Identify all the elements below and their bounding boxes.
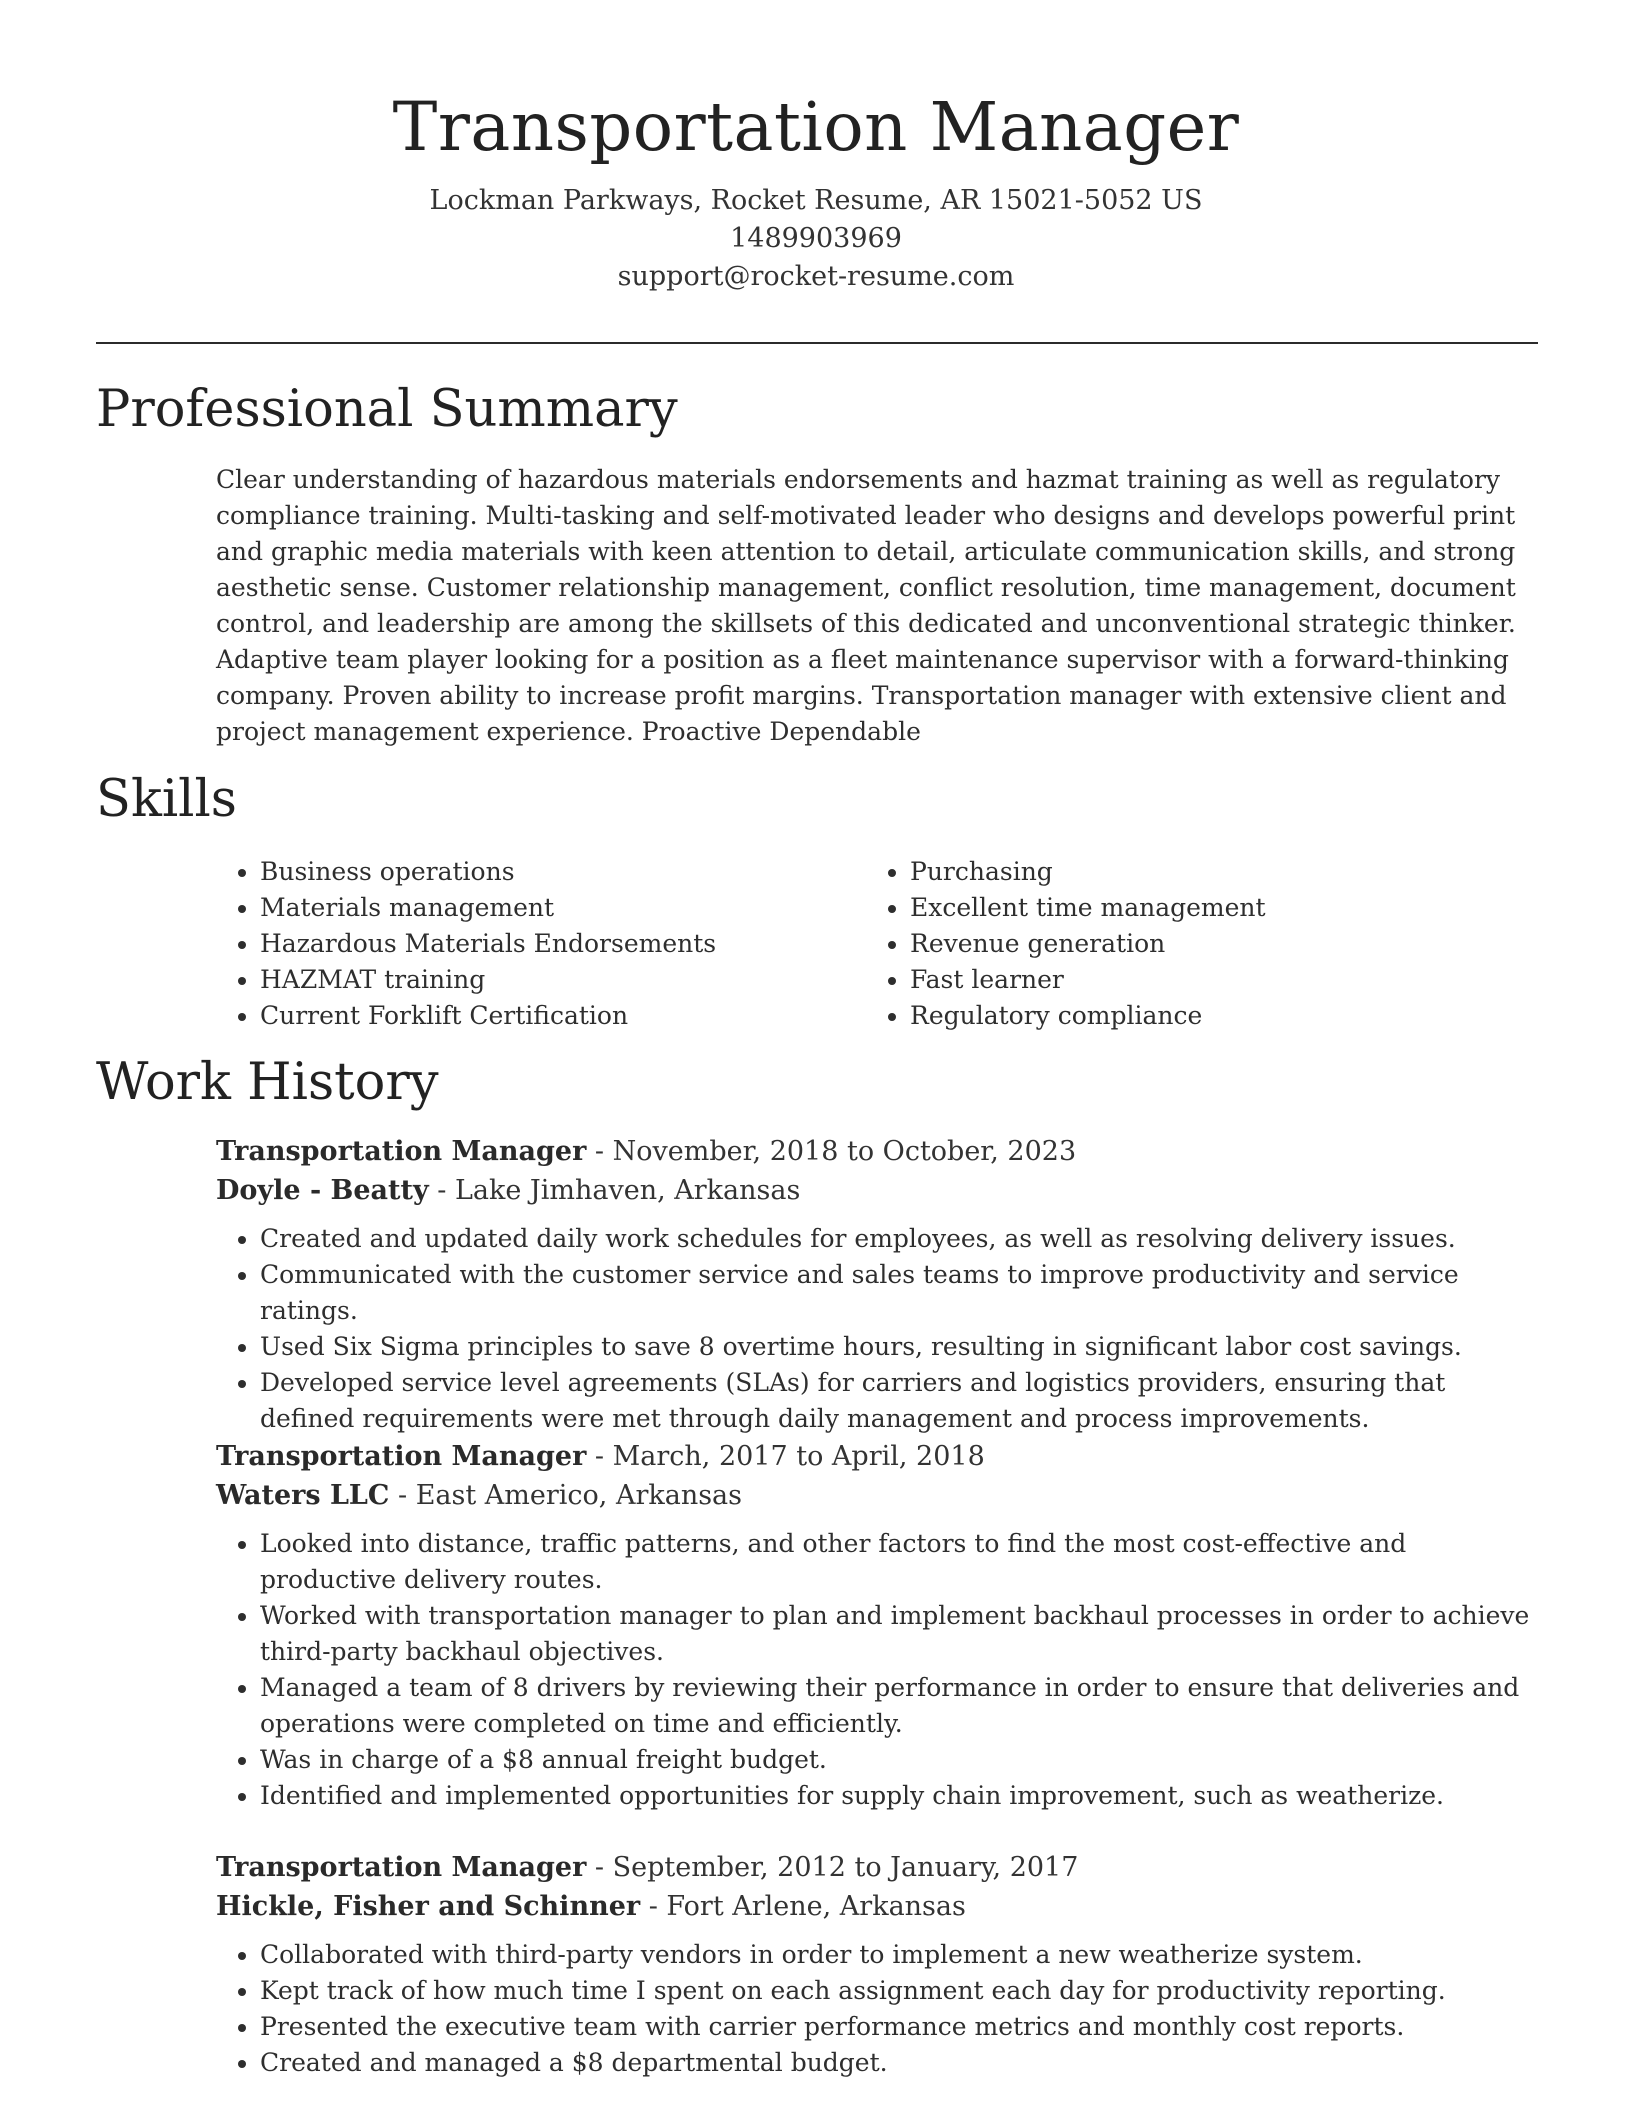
job-company: Waters LLC [216,1480,390,1511]
header-divider [96,342,1538,344]
job-company: Doyle - Beatty [216,1175,429,1206]
job-bullet: • Managed a team of 8 drivers by reviewing their performance in order to ensure that deliveries and operations were completed on time and efficiently. [260,1670,1546,1742]
job-bullet: • Created and managed a $8 departmental budget. [260,2045,1546,2081]
job-dates: - November, 2018 to October, 2023 [586,1136,1077,1167]
skills-column-left [216,854,816,1034]
skill-item: • Revenue generation [910,926,1506,962]
job-title: Transportation Manager [216,1852,587,1883]
job-bullet: • Was in charge of a $8 annual freight budget. [260,1742,1546,1778]
skill-item: • Materials management [260,890,816,926]
skill-item: • Purchasing [910,854,1506,890]
job-bullets [216,1937,1546,2081]
summary-text: Clear understanding of hazardous materials endorsements and hazmat training as well as regulatory compliance training. Multi-tasking and self-motivated leader who designs and develops powerful print and graphic media materials with keen attention to detail, articulate communication skills, and strong aesthetic sense. Customer relationship management, conflict resolution, time management, document control, and leadership are among the skillsets of this dedicated and unconventional strategic thinker. Adaptive team player looking for a position as a fleet maintenance supervisor with a forward-thinking company. Proven ability to increase profit margins. Transportation manager with extensive client and project management experience. Proactive Dependable [216,465,1516,746]
skill-item: • Regulatory compliance [910,998,1506,1034]
job-dates: - September, 2012 to January, 2017 [586,1852,1079,1883]
job-company-line [216,1887,1546,1927]
job-title: Transportation Manager [216,1136,587,1167]
resume-header [0,0,1632,296]
job-bullet: • Used Six Sigma principles to save 8 overtime hours, resulting in significant labor cost savings. [260,1329,1546,1365]
skill-item: • Current Forklift Certification [260,998,816,1034]
skill-item: • Fast learner [910,962,1506,998]
job-title-line [216,1133,1546,1171]
skill-item: • Hazardous Materials Endorsements [260,926,816,962]
job-location: - East Americo, Arkansas [389,1480,743,1511]
job-bullets [216,1221,1546,1437]
job-bullet: • Created and updated daily work schedules for employees, as well as resolving delivery issues. [260,1221,1546,1257]
job-company-line [216,1476,1546,1516]
job-bullet: • Communicated with the customer service and sales teams to improve productivity and service ratings. [260,1257,1546,1329]
skills-column-right [866,854,1506,1034]
candidate-name: Transportation Manager [392,88,1240,166]
job-bullet: • Looked into distance, traffic patterns, and other factors to find the most cost-effective and productive delivery routes. [260,1526,1546,1598]
section-title-skills: Skills [96,770,237,829]
job-bullet: • Developed service level agreements (SLAs) for carriers and logistics providers, ensuring that defined requirements were met through daily management and process improvements. [260,1365,1546,1437]
job-dates: - March, 2017 to April, 2018 [586,1441,985,1472]
job-bullet: • Collaborated with third-party vendors in order to implement a new weatherize system. [260,1937,1546,1973]
job-title-line [216,1438,1546,1476]
job-company: Hickle, Fisher and Schinner [216,1891,641,1922]
contact-email: support@rocket-resume.com [617,261,1015,292]
contact-block [0,182,1632,296]
job-entry [216,1849,1546,2081]
skill-item: • HAZMAT training [260,962,816,998]
contact-phone: 1489903969 [730,223,902,254]
job-bullets [216,1526,1546,1814]
contact-address: Lockman Parkways, Rocket Resume, AR 15021-5052 US [429,185,1203,216]
job-title: Transportation Manager [216,1441,587,1472]
section-title-summary: Professional Summary [96,380,678,439]
job-title-line [216,1849,1546,1887]
job-entry [216,1133,1546,1437]
skill-item: • Excellent time management [910,890,1506,926]
skill-item: • Business operations [260,854,816,890]
job-company-line [216,1171,1546,1211]
job-bullet: • Presented the executive team with carrier performance metrics and monthly cost reports. [260,2009,1546,2045]
job-bullet: • Worked with transportation manager to plan and implement backhaul processes in order to achieve third-party backhaul objectives. [260,1598,1546,1670]
job-bullet: • Kept track of how much time I spent on each assignment each day for productivity reporting. [260,1973,1546,2009]
job-location: - Lake Jimhaven, Arkansas [428,1175,801,1206]
section-title-work-history: Work History [96,1053,439,1112]
job-entry [216,1438,1546,1814]
job-bullet: • Identified and implemented opportunities for supply chain improvement, such as weatherize. [260,1778,1546,1814]
job-location: - Fort Arlene, Arkansas [640,1891,966,1922]
